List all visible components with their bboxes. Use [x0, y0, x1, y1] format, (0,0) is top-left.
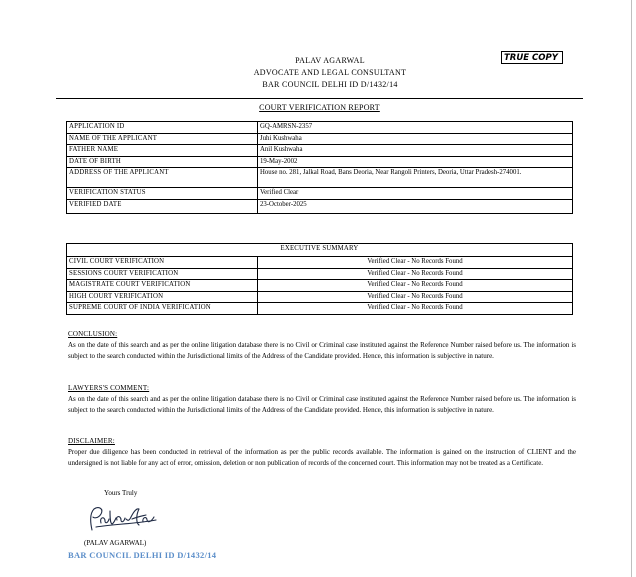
summary-label: SUPREME COURT OF INDIA VERIFICATION: [67, 303, 258, 315]
lawyers-comment-text: As on the date of this search and as per the online litigation database there is no Civil or Criminal case instituted against the Reference Number raised before us. The information is subject to the search conducted within the Jurisdictional limits of the Address of the Candidate provided. Hence, this information is subjective in nature.: [68, 395, 576, 415]
table-row: [67, 303, 573, 315]
table-row: [67, 199, 573, 213]
signatory-name: (PALAV AGARWAL): [84, 539, 147, 547]
detail-label: VERIFICATION STATUS: [67, 188, 258, 200]
summary-value: Verified Clear - No Records Found: [258, 280, 573, 292]
handwritten-signature-icon: [84, 503, 164, 535]
detail-label: NAME OF THE APPLICANT: [67, 133, 258, 145]
yours-truly: Yours Truly: [104, 489, 138, 497]
lawyers-comment-section: [68, 383, 576, 417]
table-row: [67, 168, 573, 188]
conclusion-section: [68, 329, 576, 363]
table-row: [67, 133, 573, 145]
report-title: COURT VERIFICATION REPORT: [259, 103, 380, 112]
header-divider: [56, 98, 583, 99]
detail-value: Juhi Kushwaha: [258, 133, 573, 145]
disclaimer-heading: DISCLAIMER:: [68, 437, 115, 445]
detail-label: ADDRESS OF THE APPLICANT: [67, 168, 258, 188]
summary-value: Verified Clear - No Records Found: [258, 268, 573, 280]
footer-bar-council-id: BAR COUNCIL DELHI ID D/1432/14: [68, 550, 217, 560]
table-row: [67, 145, 573, 157]
summary-value: Verified Clear - No Records Found: [258, 303, 573, 315]
applicant-details-table: [66, 121, 573, 214]
conclusion-text: As on the date of this search and as per the online litigation database there is no Civil or Criminal case instituted against the Reference Number raised before us. The information is subject to the search conducted within the Jurisdictional limits of the Address of the Candidate provided. Hence, this information is subjective in nature.: [68, 341, 576, 361]
table-row: [67, 188, 573, 200]
detail-label: DATE OF BIRTH: [67, 156, 258, 168]
summary-label: CIVIL COURT VERIFICATION: [67, 257, 258, 269]
table-row: [67, 122, 573, 134]
summary-label: HIGH COURT VERIFICATION: [67, 291, 258, 303]
summary-value: Verified Clear - No Records Found: [258, 257, 573, 269]
summary-label: MAGISTRATE COURT VERIFICATION: [67, 280, 258, 292]
detail-value: House no. 281, Jalkal Road, Bans Deoria, Near Rangoli Printers, Deoria, Uttar Pradesh-274001.: [258, 168, 573, 188]
table-header-row: [67, 244, 573, 257]
letterhead-name: PALAV AGARWAL: [295, 56, 365, 65]
table-row: [67, 156, 573, 168]
summary-label: SESSIONS COURT VERIFICATION: [67, 268, 258, 280]
detail-value: GQ-AMRSN-2357: [258, 122, 573, 134]
table-row: [67, 268, 573, 280]
detail-value: 19-May-2002: [258, 156, 573, 168]
table-row: [67, 280, 573, 292]
table-row: [67, 291, 573, 303]
summary-value: Verified Clear - No Records Found: [258, 291, 573, 303]
executive-summary-heading: EXECUTIVE SUMMARY: [67, 244, 573, 257]
detail-value: Verified Clear: [258, 188, 573, 200]
letterhead-role: ADVOCATE AND LEGAL CONSULTANT: [253, 68, 407, 77]
detail-label: FATHER NAME: [67, 145, 258, 157]
conclusion-heading: CONCLUSION:: [68, 330, 118, 338]
detail-value: Anil Kushwaha: [258, 145, 573, 157]
true-copy-stamp: TRUE COPY: [501, 51, 563, 64]
lawyers-comment-heading: LAWYERS'S COMMENT:: [68, 384, 150, 392]
detail-value: 23-October-2025: [258, 199, 573, 213]
executive-summary-table: [66, 243, 573, 315]
letterhead-bar-id: BAR COUNCIL DELHI ID D/1432/14: [262, 80, 398, 89]
table-row: [67, 257, 573, 269]
disclaimer-text: Proper due diligence has been conducted in retrieval of the information as per the public records available. The information is gained on the instruction of CLIENT and the undersigned is not liable for any act of error, omission, deletion or non publication of records of the concerned court. This information may not be treated as a Certificate.: [68, 448, 576, 468]
page-edge-rule: [631, 0, 632, 577]
detail-label: VERIFIED DATE: [67, 199, 258, 213]
disclaimer-section: [68, 436, 576, 470]
detail-label: APPLICATION ID: [67, 122, 258, 134]
